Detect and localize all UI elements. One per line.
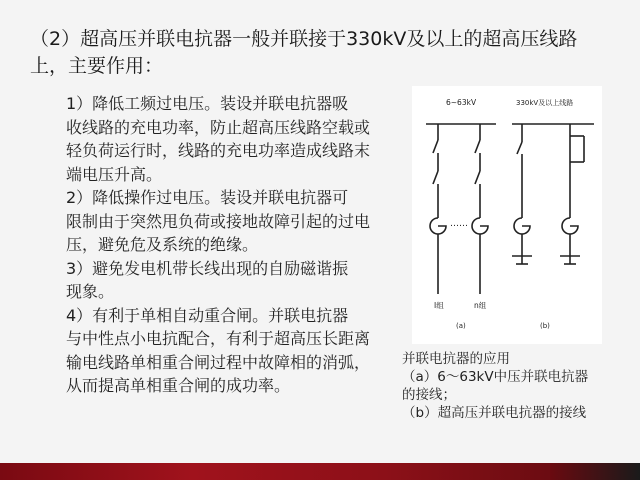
point-1-line-1: 1）降低工频过电压。装设并联电抗器吸 [66,94,349,113]
heading-line-2: 上，主要作用： [30,55,164,77]
footer-bar [0,463,640,480]
label-330kv-line: 330kV及以上线路 [516,99,574,107]
point-1 [66,92,396,186]
footer-bar-dark-end [550,463,640,480]
group-1-label: I组 [434,301,444,310]
point-2-line-1: 2）降低操作过电压。装设并联电抗器可 [66,188,349,207]
point-2 [66,186,396,257]
slide-heading [30,26,620,80]
ehv-reactor-branch-1 [512,124,532,264]
sub-label-b: (b) [540,322,550,330]
point-4-line-1: 4）有利于单相自动重合闸。并联电抗器 [66,305,349,325]
reactor-wiring-figure [412,86,602,344]
point-2-line-3: 压，避免危及系统的绝缘。 [66,235,259,254]
point-1-line-3: 轻负荷运行时，线路的充电功率造成线路末 [66,141,371,160]
group-n-label: n组 [474,301,487,310]
function-list [66,92,396,398]
caption-line-1: 并联电抗器的应用 [402,351,510,367]
heading-line-1: （2）超高压并联电抗器一般并联接于330kV及以上的超高压线路 [30,28,578,50]
caption-line-4: （b）超高压并联电抗器的接线 [402,405,587,421]
point-4 [66,304,396,398]
point-4-line-3: 输电线路单相重合闸过程中故障相的消弧， [66,352,371,372]
point-1-line-2: 收线路的充电功率，防止超高压线路空载或 [66,117,371,137]
point-3-line-1: 3）避免发电机带长线出现的自励磁谐振 [66,258,349,278]
ehv-reactor-branch-2 [560,124,584,264]
point-3-line-2: 现象。 [66,282,115,301]
caption-line-2: （a）6～63kV中压并联电抗器 [402,369,589,385]
point-1-line-4: 端电压升高。 [66,164,163,184]
reactor-branch-n [472,124,488,294]
caption-line-3: 的接线； [402,387,456,403]
sub-label-a: (a) [456,322,466,330]
reactor-branch-1 [430,124,446,294]
wiring-diagram [412,86,602,344]
point-2-line-2: 限制由于突然甩负荷或接地故障引起的过电 [66,211,371,231]
point-3 [66,257,396,304]
branch-ellipsis: …… [450,219,468,229]
point-4-line-4: 从而提高单相重合闸的成功率。 [66,376,291,395]
figure-caption [402,350,638,422]
label-6-63kv: 6~63kV [446,98,477,107]
point-4-line-2: 与中性点小电抗配合，有利于超高压长距离 [66,329,371,348]
